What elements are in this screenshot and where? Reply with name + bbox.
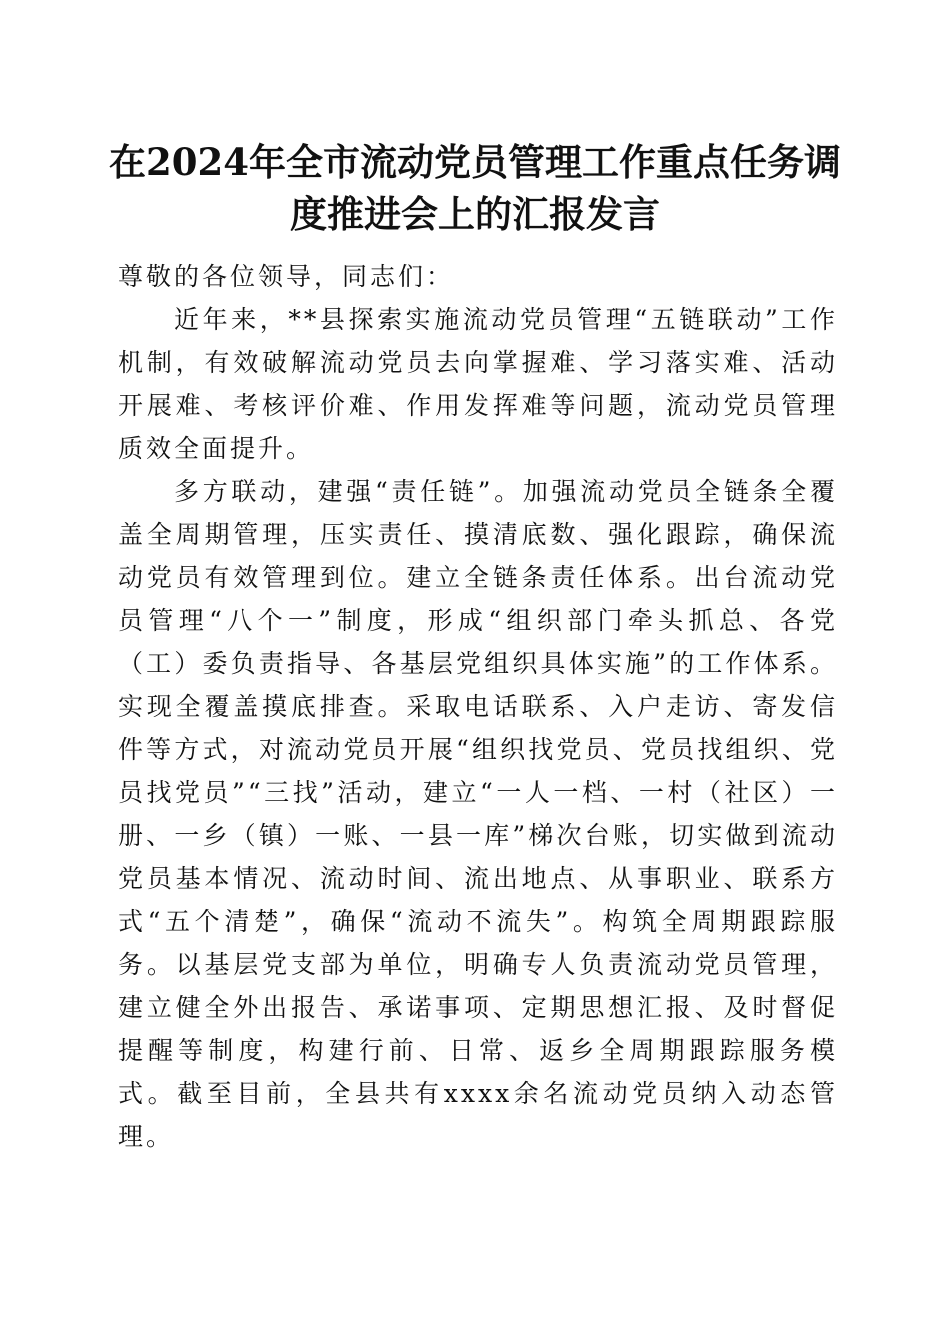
title-line-2: 度推进会上的汇报发言 — [290, 192, 660, 236]
title-line-1: 在2024年全市流动党员管理工作重点任务调 — [109, 140, 841, 184]
salutation: 尊敬的各位领导，同志们： — [118, 262, 455, 291]
paragraph-intro: 近年来，**县探索实施流动党员管理“五链联动”工作机制，有效破解流动党员去向掌握难、学习落实难、活动开展难、考核评价难、作用发挥难等问题，流动党员管理质效全面提升。 — [118, 305, 838, 463]
document-body — [118, 255, 838, 1158]
document-title — [100, 136, 850, 240]
paragraph-responsibility-chain: 多方联动，建强“责任链”。加强流动党员全链条全覆盖全周期管理，压实责任、摸清底数、强化跟踪，确保流动党员有效管理到位。建立全链条责任体系。出台流动党员管理“八个一”制度，形成“组织部门牵头抓总、各党（工）委负责指导、各基层党组织具体实施”的工作体系。实现全覆盖摸底排查。采取电话联系、入户走访、寄发信件等方式，对流动党员开展“组织找党员、党员找组织、党员找党员”“三找”活动，建立“一人一档、一村（社区）一册、一乡（镇）一账、一县一库”梯次台账，切实做到流动党员基本情况、流动时间、流出地点、从事职业、联系方式“五个清楚”，确保“流动不流失”。构筑全周期跟踪服务。以基层党支部为单位，明确专人负责流动党员管理，建立健全外出报告、承诺事项、定期思想汇报、及时督促提醒等制度，构建行前、日常、返乡全周期跟踪服务模式。截至目前，全县共有xxxx余名流动党员纳入动态管理。 — [118, 477, 838, 1151]
